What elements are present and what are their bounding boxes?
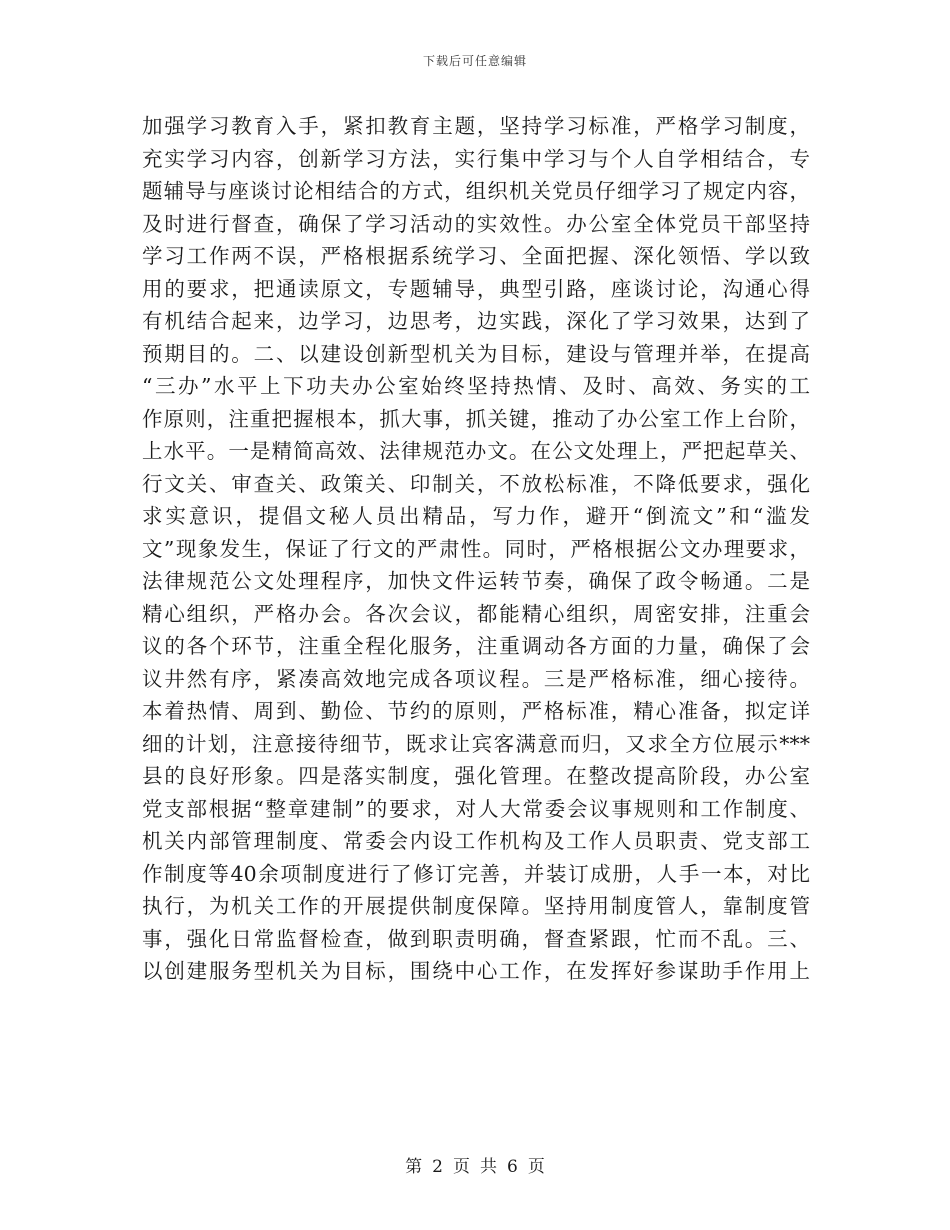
body-line-7: 有机结合起来，边学习，边思考，边实践，深化了学习效果，达到了 <box>142 309 810 333</box>
body-line-10: 作原则，注重把握根本，抓大事，抓关键，推动了办公室工作上台阶， <box>142 406 810 431</box>
body-line-23: 机关内部管理制度、常委会内设工作机构及工作人员职责、党支部工 <box>142 829 810 853</box>
footer-page-number: 2 <box>432 1157 443 1177</box>
body-line-3: 题辅导与座谈讨论相结合的方式，组织机关党员仔细学习了规定内容， <box>142 179 810 203</box>
body-line-26: 事，强化日常监督检查，做到职责明确，督查紧跟，忙而不乱。三、 <box>142 926 810 951</box>
body-line-27: 以创建服务型机关为目标，围绕中心工作，在发挥好参谋助手作用上 <box>142 959 810 983</box>
body-line-16: 精心组织，严格办会。各次会议，都能精心组织，周密安排，注重会 <box>142 601 810 626</box>
body-line-1: 加强学习教育入手，紧扣教育主题，坚持学习标准，严格学习制度， <box>142 114 810 138</box>
body-line-9: “三办”水平上下功夫办公室始终坚持热情、及时、高效、务实的工 <box>142 374 810 398</box>
body-line-24: 作制度等40余项制度进行了修订完善，并装订成册，人手一本，对比 <box>142 861 810 886</box>
body-line-17: 议的各个环节，注重全程化服务，注重调动各方面的力量，确保了会 <box>142 634 810 658</box>
body-line-11: 上水平。一是精简高效、法律规范办文。在公文处理上，严把起草关、 <box>142 439 810 463</box>
footer-page-label: 页 <box>453 1157 470 1177</box>
body-line-8: 预期目的。二、以建设创新型机关为目标，建设与管理并举，在提高 <box>142 341 810 366</box>
body-line-19: 本着热情、周到、勤俭、节约的原则，严格标准，精心准备，拟定详 <box>142 699 810 723</box>
body-line-25: 执行，为机关工作的开展提供制度保障。坚持用制度管人，靠制度管 <box>142 894 810 918</box>
footer-prefix: 第 <box>405 1157 423 1177</box>
body-line-6: 用的要求，把通读原文，专题辅导，典型引路，座谈讨论，沟通心得 <box>142 276 810 301</box>
page-footer <box>0 1152 950 1177</box>
body-line-22: 党支部根据“整章建制”的要求，对人大常委会议事规则和工作制度、 <box>142 796 810 821</box>
body-line-14: 文”现象发生，保证了行文的严肃性。同时，严格根据公文办理要求， <box>142 536 810 561</box>
document-body <box>142 110 810 988</box>
body-line-13: 求实意识，提倡文秘人员出精品，写力作，避开“倒流文”和“滥发 <box>142 504 810 528</box>
body-line-5: 学习工作两不误，严格根据系统学习、全面把握、深化领悟、学以致 <box>142 244 810 268</box>
body-line-21: 县的良好形象。四是落实制度，强化管理。在整改提高阶段，办公室 <box>142 764 810 788</box>
body-line-15: 法律规范公文处理程序，加快文件运转节奏，确保了政令畅通。二是 <box>142 569 810 593</box>
body-line-20: 细的计划，注意接待细节，既求让宾客满意而归，又求全方位展示*** <box>142 731 810 756</box>
page-header: 下载后可任意编辑 <box>422 54 527 68</box>
body-line-4: 及时进行督查，确保了学习活动的实效性。办公室全体党员干部坚持 <box>142 211 810 236</box>
body-line-2: 充实学习内容，创新学习方法，实行集中学习与个人自学相结合，专 <box>142 146 810 171</box>
body-line-12: 行文关、审查关、政策关、印制关，不放松标准，不降低要求，强化 <box>142 471 810 496</box>
body-line-18: 议井然有序，紧凑高效地完成各项议程。三是严格标准，细心接待。 <box>142 666 810 691</box>
footer-total-pages: 6 <box>507 1157 518 1177</box>
footer-suffix: 页 <box>527 1157 545 1177</box>
footer-total-label: 共 <box>480 1157 497 1177</box>
